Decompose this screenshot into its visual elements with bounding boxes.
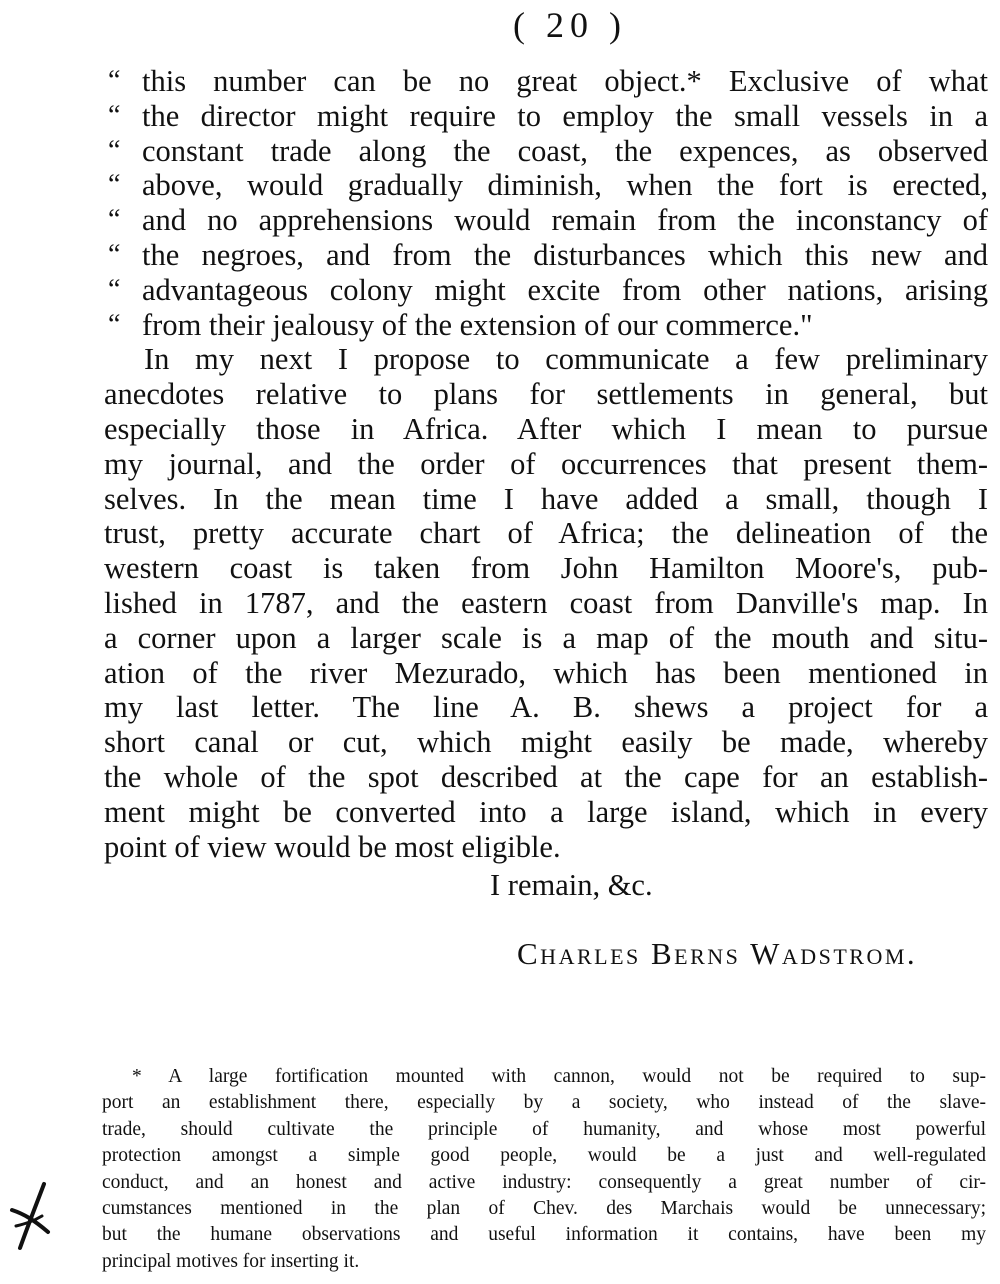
footnote-line: trade, should cultivate the principle of humanity, and whose most powerful (102, 1118, 986, 1140)
paragraph-line: my journal, and the order of occurrences that present them- (104, 446, 988, 481)
paragraph-line: short canal or cut, which might easily be made, whereby (104, 725, 988, 760)
signature: Charles Berns Wadstrom. (517, 936, 918, 971)
footnote-line: * A large fortification mounted with cannon, would not be required to sup- (132, 1066, 986, 1087)
paragraph-line: the whole of the spot described at the cape for an establish- (104, 759, 988, 794)
quoted-line-text: and no apprehensions would remain from the inconstancy of (142, 203, 988, 238)
footnote-line: conduct, and an honest and active industry: consequently a great number of cir- (102, 1171, 986, 1193)
quoted-line-text: this number can be no great object.* Exclusive of what (142, 64, 988, 98)
footnote-line: protection amongst a simple good people, would be a just and well-regulated (102, 1145, 986, 1167)
quoted-line-text: constant trade along the coast, the expences, as observed (142, 133, 988, 168)
paragraph-line: selves. In the mean time I have added a small, though I (104, 481, 988, 516)
paragraph-line: ment might be converted into a large island, which in every (104, 794, 988, 829)
quoted-line-text: from their jealousy of the extension of our commerce." (142, 307, 813, 342)
footnote-line: principal motives for inserting it. (102, 1250, 360, 1272)
quoted-line (104, 99, 988, 134)
paragraph-line: anecdotes relative to plans for settlements in general, but (104, 377, 988, 412)
quoted-line (104, 308, 988, 343)
quoted-line (104, 238, 988, 273)
quoted-line-text: above, would gradually diminish, when the fort is erected, (142, 168, 988, 203)
quote-mark: “ (108, 99, 121, 131)
quoted-line-text: the negroes, and from the disturbances which this new and (142, 237, 988, 272)
paragraph-line: lished in 1787, and the eastern coast from Danville's map. In (104, 585, 988, 620)
margin-pen-mark-icon (8, 1180, 56, 1252)
closing-salutation: I remain, &c. (490, 868, 653, 902)
quote-mark: “ (108, 273, 121, 305)
paragraph-line: especially those in Africa. After which I mean to pursue (104, 411, 988, 446)
quoted-line-text: advantageous colony might excite from other nations, arising (142, 272, 988, 307)
footnote-line: cumstances mentioned in the plan of Chev. des Marchais would be unnecessary; (102, 1197, 986, 1219)
quoted-line (104, 64, 988, 99)
quote-mark: “ (108, 169, 121, 201)
footnote-line: but the humane observations and useful information it contains, have been my (102, 1224, 986, 1246)
paragraph-line: In my next I propose to communicate a few preliminary (144, 342, 988, 377)
quote-mark: “ (108, 308, 121, 340)
paragraph-line: western coast is taken from John Hamilton Moore's, pub- (104, 551, 988, 586)
quote-mark: “ (108, 204, 121, 236)
paragraph-line: a corner upon a larger scale is a map of the mouth and situ- (104, 620, 988, 655)
page-number: ( 20 ) (513, 5, 627, 45)
quoted-line (104, 203, 988, 238)
quoted-line (104, 168, 988, 203)
quote-mark: “ (108, 65, 121, 96)
paragraph-line: ation of the river Mezurado, which has been mentioned in (104, 655, 988, 690)
quoted-line (104, 273, 988, 308)
paragraph-line: my last letter. The line A. B. shews a project for a (104, 690, 988, 725)
quoted-line-text: the director might require to employ the small vessels in a (142, 98, 988, 133)
paragraph-line: point of view would be most eligible. (104, 829, 561, 864)
footnote-line: port an establishment there, especially by a society, who instead of the slave- (102, 1092, 986, 1114)
paragraph-line: trust, pretty accurate chart of Africa; the delineation of the (104, 516, 988, 551)
footnote (102, 1064, 986, 1275)
quote-mark: “ (108, 134, 121, 166)
quote-mark: “ (108, 238, 121, 270)
quoted-line (104, 134, 988, 169)
body-text (104, 64, 988, 864)
